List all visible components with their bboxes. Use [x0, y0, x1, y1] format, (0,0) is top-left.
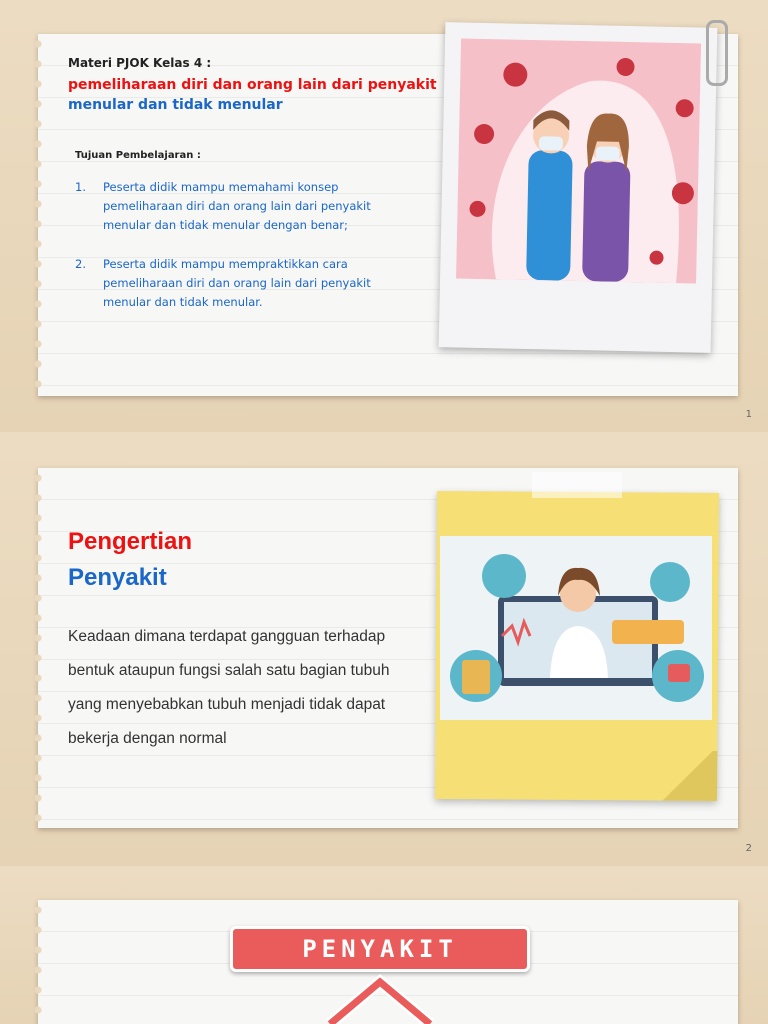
objective-text: Peserta didik mampu memahami konsep pemeliharaan diri dan orang lain dari penyakit menular dan tidak menular dengan benar;	[103, 180, 371, 232]
definition-text: Keadaan dimana terdapat gangguan terhadap bentuk ataupun fungsi salah satu bagian tubuh yang menyebabkan tubuh menjadi tidak dapat bekerja dengan normal	[68, 628, 390, 747]
objective-number: 2.	[75, 257, 86, 271]
doctor-telemedicine-illustration	[440, 536, 712, 720]
slide-1[interactable]	[0, 0, 768, 432]
page-number: 2	[745, 843, 752, 854]
subject-label: Materi PJOK Kelas 4 :	[68, 56, 212, 70]
page-number: 1	[745, 409, 752, 420]
branch-arrow-icon	[320, 974, 440, 1024]
tape-strip	[532, 472, 622, 498]
objective-item	[75, 255, 395, 312]
objective-item	[75, 178, 395, 235]
slide-3[interactable]	[0, 866, 768, 1024]
title-blue: menular dan tidak menular	[68, 97, 283, 113]
objective-text: Peserta didik mampu mempraktikkan cara pemeliharaan diri dan orang lain dari penyakit menular dan tidak menular.	[103, 257, 371, 309]
penyakit-banner: PENYAKIT	[230, 926, 530, 972]
heading-penyakit: Penyakit	[68, 564, 167, 591]
tujuan-label: Tujuan Pembelajaran :	[75, 150, 201, 161]
masked-people-illustration	[456, 39, 701, 284]
slide-2[interactable]	[0, 432, 768, 866]
objective-number: 1.	[75, 180, 86, 194]
heading-pengertian: Pengertian	[68, 528, 193, 555]
paperclip-icon	[706, 20, 728, 86]
polaroid-photo-frame	[439, 22, 718, 353]
title-red: pemeliharaan diri dan orang lain dari penyakit	[68, 77, 437, 93]
